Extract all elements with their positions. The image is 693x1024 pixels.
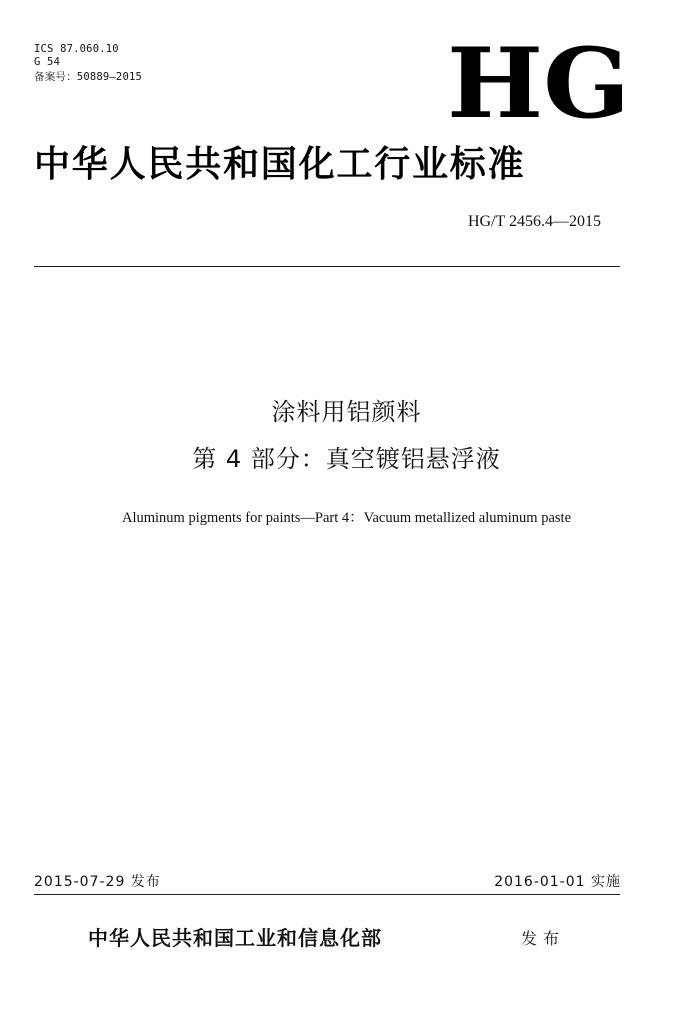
document-title-english: Aluminum pigments for paints—Part 4：Vacuum metallized aluminum paste	[121, 510, 572, 526]
ccs-code: G 54	[34, 56, 61, 68]
issuing-authority: 中华人民共和国工业和信息化部	[88, 926, 382, 950]
document-title: 涂料用铝颜料	[271, 398, 422, 426]
ics-code: ICS 87.060.10	[34, 43, 119, 55]
hg-logo: HG	[447, 27, 631, 140]
filing-number: 备案号：50889—2015	[34, 71, 143, 83]
standard-number: HG/T 2456.4—2015	[467, 213, 601, 230]
implementation-date: 2016-01-01 实施	[494, 874, 621, 890]
footer-divider	[34, 894, 620, 895]
document-part-title: 第 4 部分：真空镀铝悬浮液	[192, 445, 501, 473]
issue-action-label: 发布	[521, 929, 566, 948]
header-divider	[34, 266, 620, 267]
issue-date: 2015-07-29 发布	[34, 874, 161, 890]
standard-title: 中华人民共和国化工行业标准	[34, 143, 526, 185]
